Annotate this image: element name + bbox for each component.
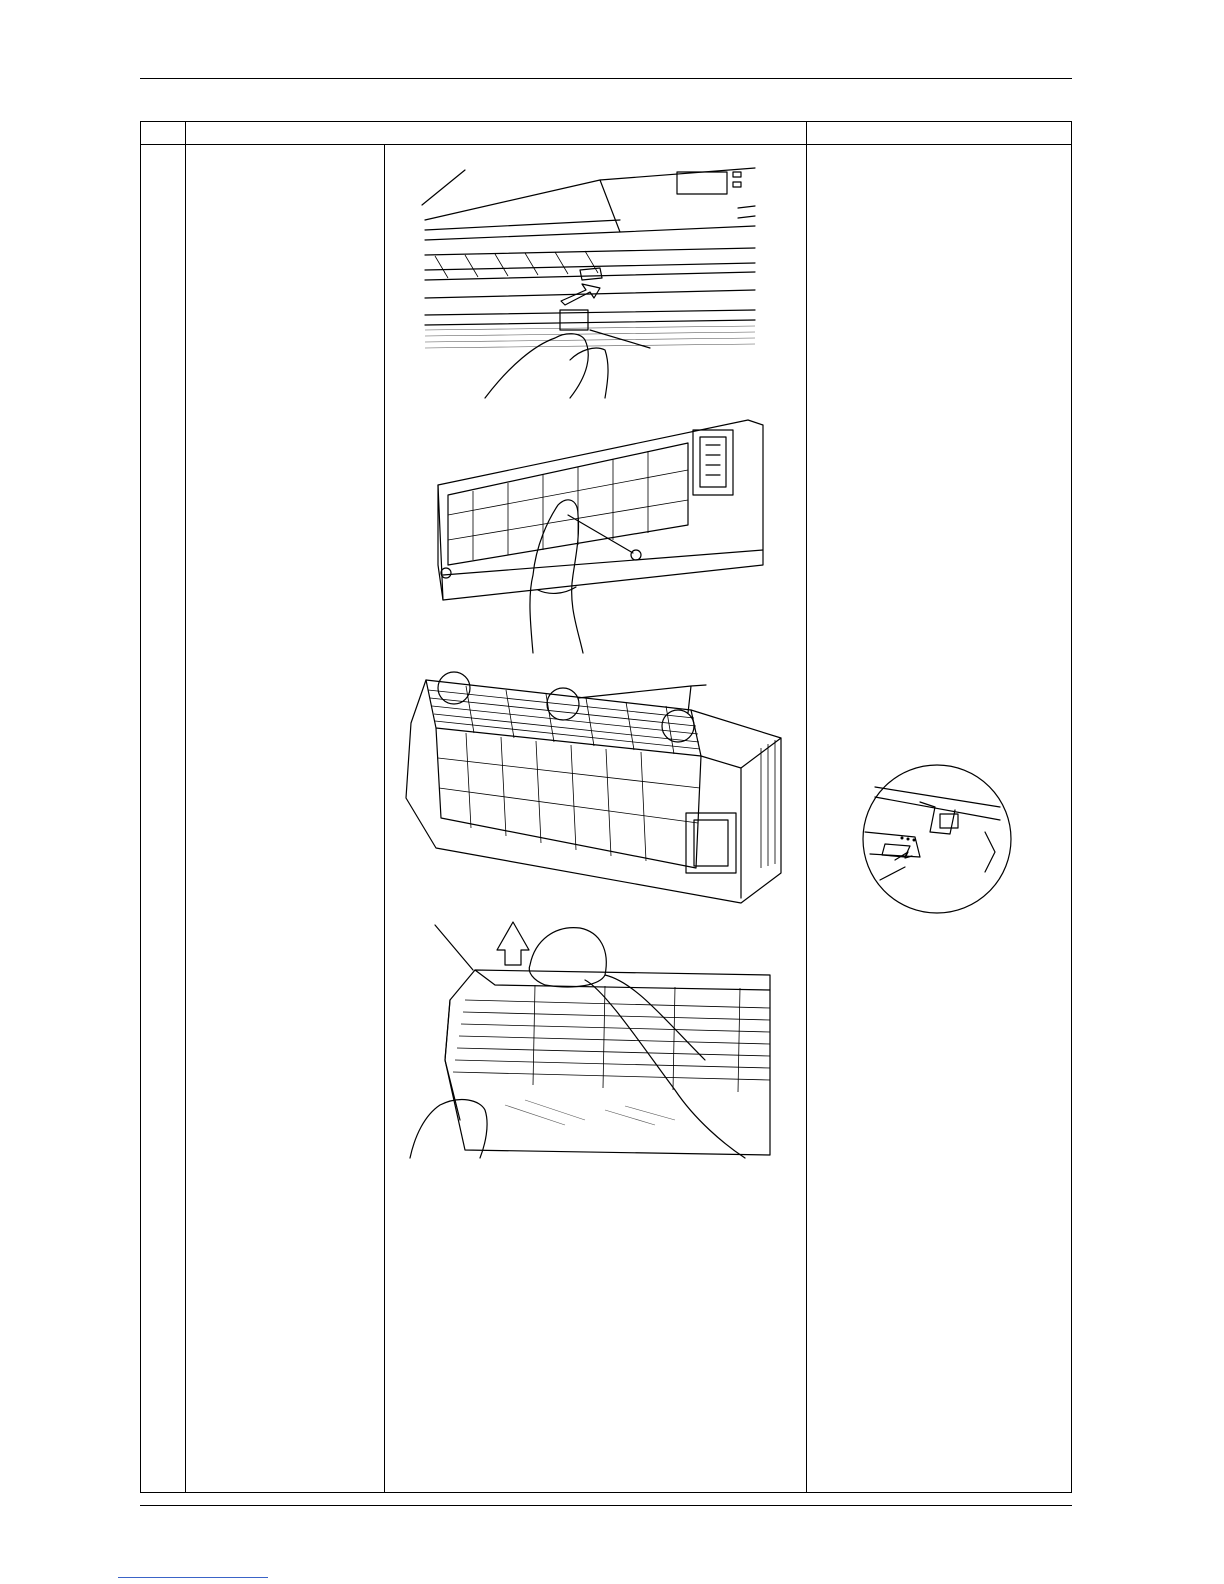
figure-front-grille-hooks [396, 668, 791, 908]
header-rule [140, 78, 1072, 79]
table-top-border [140, 121, 1072, 122]
table-header-divider [140, 144, 1072, 145]
figure-remove-screws [418, 415, 768, 655]
footer-rule [140, 1505, 1072, 1506]
procedure-figure-divider [384, 144, 385, 1493]
figure-detail-hook-release [860, 762, 1015, 917]
table-right-border [1071, 121, 1072, 1493]
table-left-border [140, 121, 141, 1493]
points-column-divider [806, 121, 807, 1493]
figure-front-panel-tab [420, 160, 760, 400]
footer-link[interactable] [118, 1577, 268, 1578]
table-bottom-border [140, 1492, 1072, 1493]
figure-lift-front-grille [405, 920, 775, 1160]
step-column-divider [185, 121, 186, 1493]
